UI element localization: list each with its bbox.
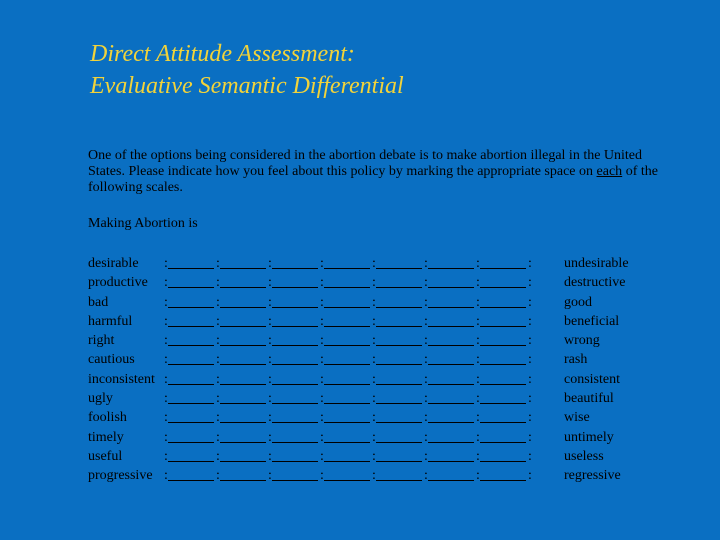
blank-line: [220, 287, 266, 288]
scale-separator: :: [424, 448, 428, 464]
blank-line: [272, 345, 318, 346]
scale-separator: :: [216, 275, 220, 291]
blank-line: [168, 326, 214, 327]
scale-separator: :: [216, 410, 220, 426]
scale-separator: :: [528, 294, 532, 310]
scale-separator: :: [476, 429, 480, 445]
scale-separator: :: [164, 391, 168, 407]
scale-row: [88, 254, 648, 273]
left-anchor-label: harmful: [88, 313, 133, 329]
scale-separator: :: [216, 429, 220, 445]
scale-separator: :: [216, 313, 220, 329]
blank-line: [220, 268, 266, 269]
blank-line: [480, 364, 526, 365]
scale-row: [88, 350, 648, 369]
scale-separator: :: [216, 468, 220, 484]
scale-separator: :: [424, 313, 428, 329]
left-anchor-label: bad: [88, 294, 109, 310]
blank-line: [220, 364, 266, 365]
scale-separator: :: [320, 352, 324, 368]
blank-line: [480, 345, 526, 346]
blank-line: [272, 384, 318, 385]
title-line-1: Direct Attitude Assessment:: [90, 41, 355, 67]
instructions-text-before: One of the options being considered in the abortion debate is to make abortion illegal in the United States. Please indicate how you feel about this policy by marking the appropriate space on: [88, 148, 643, 179]
scale-separator: :: [320, 391, 324, 407]
blank-line: [428, 287, 474, 288]
blank-line: [324, 326, 370, 327]
scale-separator: :: [268, 256, 272, 271]
blank-line: [324, 442, 370, 443]
blank-line: [168, 345, 214, 346]
blank-line: [428, 480, 474, 481]
scale-row: [88, 331, 648, 350]
scale-row: [88, 447, 648, 466]
scale-separator: :: [424, 256, 428, 271]
scale-separator: :: [268, 429, 272, 445]
blank-line: [480, 480, 526, 481]
scale-separator: :: [476, 275, 480, 291]
blank-line: [324, 307, 370, 308]
scale-separator: :: [268, 410, 272, 426]
scale-separator: :: [372, 371, 376, 387]
right-anchor-label: beneficial: [564, 313, 620, 329]
scale-separator: :: [528, 313, 532, 329]
left-anchor-label: timely: [88, 429, 124, 445]
scale-separator: :: [372, 429, 376, 445]
scale-separator: :: [320, 410, 324, 426]
blank-line: [220, 307, 266, 308]
scale-separator: :: [372, 294, 376, 310]
scale-separator: :: [164, 275, 168, 291]
right-anchor-label: undesirable: [564, 256, 629, 271]
scale-separator: :: [164, 468, 168, 484]
blank-line: [324, 287, 370, 288]
scale-separator: :: [268, 333, 272, 349]
scale-separator: :: [424, 391, 428, 407]
scale-row: [88, 370, 648, 389]
scale-separator: :: [268, 391, 272, 407]
left-anchor-label: cautious: [88, 352, 135, 368]
blank-line: [480, 268, 526, 269]
scale-separator: :: [216, 256, 220, 271]
scale-separator: :: [372, 256, 376, 271]
scale-separator: :: [372, 313, 376, 329]
scale-row: [88, 293, 648, 312]
scale-separator: :: [528, 429, 532, 445]
blank-line: [376, 422, 422, 423]
blank-line: [480, 403, 526, 404]
blank-line: [480, 384, 526, 385]
left-anchor-label: inconsistent: [88, 371, 155, 387]
blank-line: [324, 364, 370, 365]
scale-separator: :: [476, 468, 480, 484]
blank-line: [480, 461, 526, 462]
slide-title: [90, 38, 404, 102]
blank-line: [168, 307, 214, 308]
scale-separator: :: [476, 410, 480, 426]
scale-separator: :: [476, 352, 480, 368]
blank-line: [272, 364, 318, 365]
scale-separator: :: [476, 333, 480, 349]
left-anchor-label: foolish: [88, 410, 127, 426]
scale-separator: :: [216, 294, 220, 310]
scale-separator: :: [320, 468, 324, 484]
left-anchor-label: desirable: [88, 256, 139, 271]
blank-line: [272, 422, 318, 423]
scale-separator: :: [476, 448, 480, 464]
blank-line: [428, 345, 474, 346]
blank-line: [480, 442, 526, 443]
right-anchor-label: regressive: [564, 468, 621, 484]
blank-line: [220, 422, 266, 423]
scale-separator: :: [164, 371, 168, 387]
scale-separator: :: [424, 468, 428, 484]
scale-separator: :: [476, 371, 480, 387]
blank-line: [168, 480, 214, 481]
blank-line: [428, 403, 474, 404]
scale-separator: :: [320, 448, 324, 464]
scale-separator: :: [268, 294, 272, 310]
scale-separator: :: [372, 352, 376, 368]
right-anchor-label: consistent: [564, 371, 620, 387]
scale-separator: :: [164, 333, 168, 349]
blank-line: [376, 461, 422, 462]
scale-separator: :: [164, 256, 168, 271]
blank-line: [324, 345, 370, 346]
blank-line: [428, 422, 474, 423]
blank-line: [272, 287, 318, 288]
scale-separator: :: [424, 333, 428, 349]
blank-line: [220, 345, 266, 346]
blank-line: [220, 326, 266, 327]
semantic-differential-scales: [88, 254, 648, 486]
scale-separator: :: [164, 448, 168, 464]
blank-line: [376, 364, 422, 365]
scale-separator: :: [424, 429, 428, 445]
scale-separator: :: [372, 468, 376, 484]
scale-separator: :: [268, 352, 272, 368]
blank-line: [168, 384, 214, 385]
scale-separator: :: [476, 294, 480, 310]
right-anchor-label: rash: [564, 352, 588, 368]
scale-separator: :: [320, 429, 324, 445]
blank-line: [376, 326, 422, 327]
blank-line: [272, 268, 318, 269]
scale-separator: :: [164, 410, 168, 426]
scale-separator: :: [476, 313, 480, 329]
scale-separator: :: [164, 429, 168, 445]
scale-separator: :: [528, 410, 532, 426]
blank-line: [480, 307, 526, 308]
scale-separator: :: [476, 256, 480, 271]
blank-line: [428, 307, 474, 308]
blank-line: [376, 307, 422, 308]
blank-line: [324, 403, 370, 404]
scale-separator: :: [216, 333, 220, 349]
scale-separator: :: [372, 275, 376, 291]
blank-line: [220, 403, 266, 404]
blank-line: [480, 326, 526, 327]
blank-line: [376, 287, 422, 288]
blank-line: [376, 480, 422, 481]
blank-line: [376, 403, 422, 404]
scale-separator: :: [164, 313, 168, 329]
blank-line: [168, 268, 214, 269]
blank-line: [376, 345, 422, 346]
blank-line: [168, 442, 214, 443]
scale-separator: :: [216, 352, 220, 368]
title-line-2: Evaluative Semantic Differential: [90, 73, 404, 99]
scale-row: [88, 408, 648, 427]
blank-line: [376, 384, 422, 385]
blank-line: [272, 326, 318, 327]
blank-line: [480, 422, 526, 423]
instructions-text-after: of the following scales.: [88, 164, 658, 195]
scale-separator: :: [424, 352, 428, 368]
scale-separator: :: [476, 391, 480, 407]
scale-row: [88, 466, 648, 485]
scale-separator: :: [372, 448, 376, 464]
blank-line: [220, 384, 266, 385]
blank-line: [168, 422, 214, 423]
scale-row: [88, 312, 648, 331]
blank-line: [272, 461, 318, 462]
blank-line: [324, 461, 370, 462]
scale-separator: :: [320, 275, 324, 291]
blank-line: [324, 384, 370, 385]
blank-line: [220, 442, 266, 443]
scale-separator: :: [268, 313, 272, 329]
scale-row: [88, 428, 648, 447]
blank-line: [428, 364, 474, 365]
scale-separator: :: [372, 391, 376, 407]
blank-line: [428, 326, 474, 327]
scale-separator: :: [268, 371, 272, 387]
blank-line: [272, 442, 318, 443]
blank-line: [376, 442, 422, 443]
scale-separator: :: [216, 391, 220, 407]
blank-line: [324, 422, 370, 423]
scale-separator: :: [320, 313, 324, 329]
blank-line: [272, 307, 318, 308]
scale-separator: :: [320, 333, 324, 349]
scale-separator: :: [372, 333, 376, 349]
blank-line: [168, 287, 214, 288]
scale-separator: :: [528, 371, 532, 387]
scale-separator: :: [216, 371, 220, 387]
blank-line: [272, 403, 318, 404]
scale-row: [88, 389, 648, 408]
blank-line: [428, 384, 474, 385]
left-anchor-label: useful: [88, 448, 123, 464]
scale-separator: :: [528, 468, 532, 484]
scale-separator: :: [424, 294, 428, 310]
blank-line: [272, 480, 318, 481]
blank-line: [168, 461, 214, 462]
scale-separator: :: [164, 352, 168, 368]
scale-separator: :: [320, 371, 324, 387]
scale-prompt: Making Abortion is: [88, 216, 198, 231]
scale-separator: :: [268, 448, 272, 464]
right-anchor-label: wise: [564, 410, 590, 426]
right-anchor-label: good: [564, 294, 592, 310]
blank-line: [428, 461, 474, 462]
scale-separator: :: [424, 275, 428, 291]
blank-line: [168, 403, 214, 404]
right-anchor-label: wrong: [564, 333, 600, 349]
blank-line: [324, 268, 370, 269]
scale-separator: :: [528, 391, 532, 407]
blank-line: [428, 268, 474, 269]
left-anchor-label: productive: [88, 275, 148, 291]
left-anchor-label: progressive: [88, 468, 153, 484]
scale-separator: :: [320, 256, 324, 271]
scale-separator: :: [320, 294, 324, 310]
blank-line: [220, 480, 266, 481]
scale-separator: :: [268, 468, 272, 484]
scale-separator: :: [424, 410, 428, 426]
scale-separator: :: [164, 294, 168, 310]
instructions-underlined-word: each: [596, 164, 623, 179]
instructions-paragraph: [88, 148, 668, 196]
scale-separator: :: [528, 352, 532, 368]
scale-separator: :: [528, 256, 532, 271]
blank-line: [220, 461, 266, 462]
scale-separator: :: [372, 410, 376, 426]
scale-row: [88, 273, 648, 292]
blank-line: [428, 442, 474, 443]
blank-line: [168, 364, 214, 365]
blank-line: [324, 480, 370, 481]
scale-separator: :: [424, 371, 428, 387]
scale-separator: :: [268, 275, 272, 291]
blank-line: [480, 287, 526, 288]
blank-line: [376, 268, 422, 269]
right-anchor-label: untimely: [564, 429, 614, 445]
scale-separator: :: [216, 448, 220, 464]
left-anchor-label: right: [88, 333, 115, 349]
scale-separator: :: [528, 275, 532, 291]
right-anchor-label: destructive: [564, 275, 626, 291]
right-anchor-label: beautiful: [564, 391, 614, 407]
right-anchor-label: useless: [564, 448, 604, 464]
scale-separator: :: [528, 448, 532, 464]
scale-separator: :: [528, 333, 532, 349]
left-anchor-label: ugly: [88, 391, 113, 407]
